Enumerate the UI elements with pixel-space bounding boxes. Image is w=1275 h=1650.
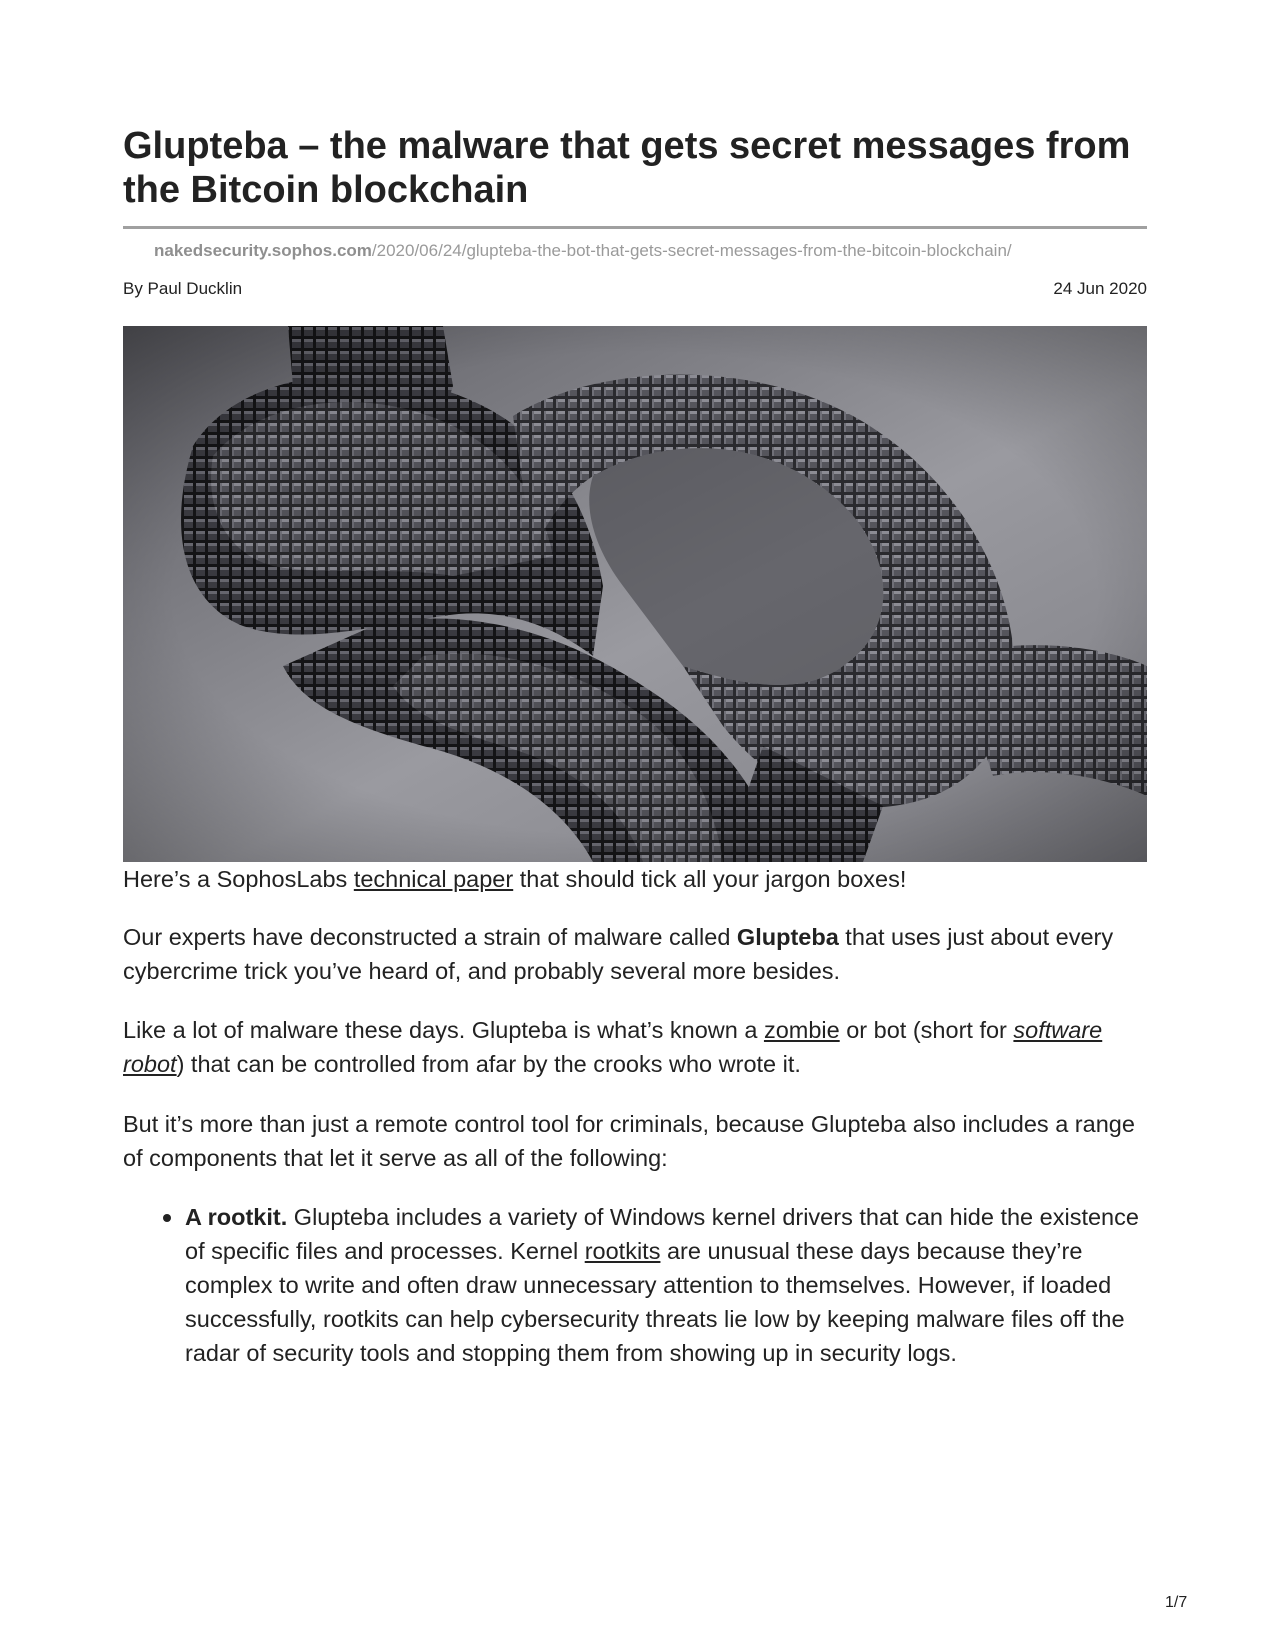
url-domain[interactable]: nakedsecurity.sophos.com (154, 241, 372, 260)
hero-image-chain-links (123, 326, 1147, 862)
rootkits-link[interactable]: rootkits (584, 1238, 661, 1264)
zombie-text-c: ) that can be controlled from afar by the crooks who wrote it. (176, 1051, 801, 1077)
source-url[interactable] (154, 241, 1154, 261)
caption-text-a: Here’s a SophosLabs (123, 866, 354, 892)
intro-text-b: that uses just about every cybercrime trick you’ve heard of, and probably several more besides. (123, 924, 1114, 984)
zombie-paragraph (123, 1013, 1147, 1081)
software-robot-italic[interactable]: software robot (123, 1017, 1103, 1077)
rootkit-heading: A rootkit. (185, 1204, 288, 1230)
author-byline: By Paul Ducklin (123, 279, 243, 298)
glupteba-bold: Glupteba (736, 924, 839, 950)
caption-paragraph (123, 862, 1147, 896)
publish-date: 24 Jun 2020 (1053, 279, 1147, 298)
zombie-text-b: or bot (short for (839, 1017, 1014, 1043)
article-title: Glupteba – the malware that gets secret messages from the Bitcoin blockchain (123, 125, 1131, 211)
zombie-link[interactable]: zombie (763, 1017, 840, 1043)
components-paragraph: But it’s more than just a remote control tool for criminals, because Glupteba also includes a range of components that let it serve as all of the following: (123, 1111, 1135, 1171)
page-number: 1/7 (1165, 1594, 1188, 1611)
bullet-icon (163, 1214, 171, 1222)
zombie-text-a: Like a lot of malware these days. Glupteba is what’s known a (123, 1017, 764, 1043)
technical-paper-link[interactable]: technical paper (353, 866, 514, 892)
url-path[interactable]: /2020/06/24/glupteba-the-bot-that-gets-secret-messages-from-the-bitcoin-blockchain/ (371, 241, 1012, 260)
list-item (123, 1200, 1147, 1370)
caption-text-b: that should tick all your jargon boxes! (513, 866, 907, 892)
intro-paragraph (123, 920, 1147, 988)
title-divider (123, 226, 1147, 229)
rootkit-text-a: Glupteba includes a variety of Windows kernel drivers that can hide the existence of specific files and processes. Kernel (185, 1204, 1139, 1264)
intro-text-a: Our experts have deconstructed a strain of malware called (123, 924, 737, 950)
rootkit-text-b: are unusual these days because they’re complex to write and often draw unnecessary attention to themselves. However, if loaded successfully, rootkits can help cybersecurity threats lie low by keeping malware files off the radar of security tools and stopping them from showing up in security logs. (185, 1238, 1125, 1366)
components-list (123, 1200, 1147, 1370)
